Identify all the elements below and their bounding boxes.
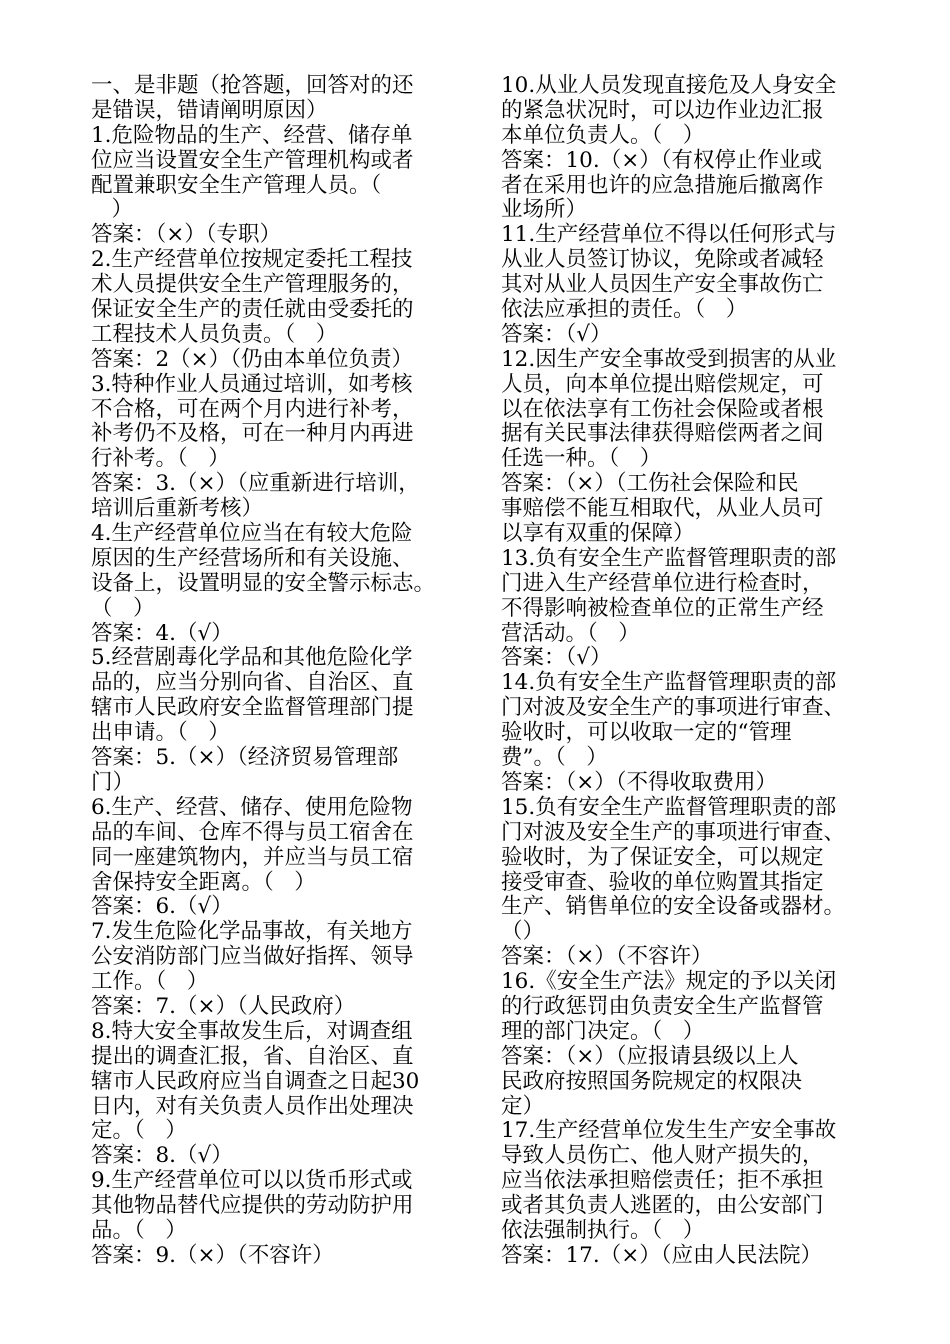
text-line: 人员，向本单位提出赔偿规定，可 (501, 371, 824, 397)
text-line: 设备上，设置明显的安全警示标志。 (91, 570, 436, 596)
text-line: 业场所） (501, 197, 588, 223)
text-line: 原因的生产经营场所和有关设施、 (91, 545, 414, 571)
text-line: 本单位负责人。（ ） (501, 122, 705, 148)
text-line: 从业人员签订协议，免除或者减轻 (501, 247, 824, 273)
text-line: 11.生产经营单位不得以任何形式与 (501, 222, 837, 248)
text-line: 保证安全生产的责任就由受委托的 (91, 297, 414, 323)
text-line: 据有关民事法律获得赔偿两者之间 (501, 421, 824, 447)
text-line: 答案：9.（×）（不容许） (91, 1242, 334, 1268)
text-line: 者在采用也许的应急措施后撤离作 (501, 172, 824, 198)
text-line: 品的车间、仓库不得与员工宿舍在 (91, 819, 414, 845)
text-line: 答案：8.（√） (91, 1143, 233, 1169)
text-line: 5.经营剧毒化学品和其他危险化学 (91, 645, 413, 671)
text-line: 验收时，为了保证安全，可以规定 (501, 844, 824, 870)
text-line: 理的部门决定。（ ） (501, 1018, 705, 1044)
text-line: 答案：（×）（专职） (91, 222, 282, 248)
text-line: 定） (501, 1093, 545, 1119)
text-line: 费”。（ ） (501, 745, 608, 771)
text-line: 以享有双重的保障） (501, 521, 695, 547)
text-line: 答案：17.（×）（应由人民法院） (501, 1242, 822, 1268)
text-line: 答案：（√） (501, 321, 612, 347)
text-line: 答案：（×）（应报请县级以上人 (501, 1043, 799, 1069)
text-line: 辖市人民政府应当自调查之日起30 (91, 1068, 420, 1094)
text-line: 其他物品替代应提供的劳动防护用 (91, 1193, 414, 1219)
text-line: 辖市人民政府安全监督管理部门提 (91, 695, 414, 721)
text-line: （） (501, 919, 545, 945)
text-line: 答案：（×）（工伤社会保险和民 (501, 471, 799, 497)
text-line: 配置兼职安全生产管理人员。（ (91, 172, 382, 198)
text-line: 答案：10.（×）（有权停止作业或 (501, 147, 822, 173)
text-line: 2.生产经营单位按规定委托工程技 (91, 247, 413, 273)
text-line: 是错误，错请阐明原因） (91, 97, 328, 123)
text-line: 7.发生危险化学品事故，有关地方 (91, 919, 413, 945)
text-line: 门对波及安全生产的事项进行审查、 (501, 819, 846, 845)
text-line: 门对波及安全生产的事项进行审查、 (501, 695, 846, 721)
text-line: 不合格，可在两个月内进行补考， (91, 396, 414, 422)
text-line: 同一座建筑物内，并应当与员工宿 (91, 844, 414, 870)
text-line: 品。（ ） (91, 1217, 187, 1243)
text-line: 工程技术人员负责。（ ） (91, 321, 338, 347)
text-line: 的行政惩罚由负责安全生产监督管 (501, 993, 824, 1019)
text-line: 的紧急状况时，可以边作业边汇报 (501, 97, 824, 123)
text-line: 定。（ ） (91, 1118, 187, 1144)
text-line: 1.危险物品的生产、经营、储存单 (91, 122, 413, 148)
text-line: 出申请。（ ） (91, 720, 230, 746)
text-line: 舍保持安全距离。（ ） (91, 869, 316, 895)
text-line: 民政府按照国务院规定的权限决 (501, 1068, 803, 1094)
text-line: 答案：（×）（不得收取费用） (501, 769, 778, 795)
text-line: 17.生产经营单位发生生产安全事故 (501, 1118, 837, 1144)
text-line: 16.《安全生产法》规定的予以关闭 (501, 969, 837, 995)
text-line: 门进入生产经营单位进行检查时， (501, 570, 824, 596)
text-line: 答案：7.（×）（人民政府） (91, 993, 356, 1019)
text-line: 营活动。（ ） (501, 620, 640, 646)
text-line: 依法强制执行。（ ） (501, 1217, 705, 1243)
text-line: 行补考。（ ） (91, 446, 230, 472)
text-line: 位应当设置安全生产管理机构或者 (91, 147, 414, 173)
text-line: 公安消防部门应当做好指挥、领导 (91, 944, 414, 970)
text-line: 答案：（×）（不容许） (501, 944, 713, 970)
text-line: 10.从业人员发现直接危及人身安全 (501, 73, 837, 98)
text-line: 应当依法承担赔偿责任；拒不承担 (501, 1168, 824, 1194)
text-line: 培训后重新考核） (91, 496, 264, 522)
text-line: 12.因生产安全事故受到损害的从业 (501, 346, 837, 372)
text-line: 4.生产经营单位应当在有较大危险 (91, 521, 413, 547)
text-line: 生产、销售单位的安全设备或器材。 (501, 894, 846, 920)
text-line: 答案：3.（×）（应重新进行培训， (91, 471, 420, 497)
text-line: 导致人员伤亡、他人财产损失的， (501, 1143, 824, 1169)
text-line: 接受审查、验收的单位购置其指定 (501, 869, 824, 895)
text-line: 答案：（√） (501, 645, 612, 671)
text-line: 工作。（ ） (91, 969, 209, 995)
text-line: 补考仍不及格，可在一种月内再进 (91, 421, 414, 447)
text-line: 3.特种作业人员通过培训，如考核 (91, 371, 413, 397)
text-line: 答案：4.（√） (91, 620, 233, 646)
text-line: 答案：2（×）（仍由本单位负责） (91, 346, 413, 372)
text-line: 6.生产、经营、储存、使用危险物 (91, 794, 413, 820)
text-line: 或者其负责人逃匿的，由公安部门 (501, 1193, 824, 1219)
text-line: 任选一种。（ ） (501, 446, 662, 472)
text-line: 一、是非题（抢答题，回答对的还 (91, 73, 414, 98)
text-line: 答案：5.（×）（经济贸易管理部 (91, 745, 399, 771)
left-column (91, 74, 463, 1269)
text-line: 8.特大安全事故发生后，对调查组 (91, 1018, 413, 1044)
text-line: 9.生产经营单位可以以货币形式或 (91, 1168, 413, 1194)
right-column (501, 74, 879, 1269)
text-line: 术人员提供安全生产管理服务的， (91, 272, 414, 298)
text-line: 门） (91, 769, 135, 795)
text-line: 以在依法享有工伤社会保险或者根 (501, 396, 824, 422)
text-line: 品的，应当分别向省、自治区、直 (91, 670, 414, 696)
text-line: ） (91, 197, 134, 223)
text-line: （ ） (91, 595, 155, 621)
text-line: 验收时，可以收取一定的“管理 (501, 720, 792, 746)
text-line: 依法应承担的责任。（ ） (501, 297, 748, 323)
text-line: 提出的调查汇报，省、自治区、直 (91, 1043, 414, 1069)
text-line: 15.负有安全生产监督管理职责的部 (501, 794, 837, 820)
text-line: 答案：6.（√） (91, 894, 233, 920)
text-line: 其对从业人员因生产安全事故伤亡 (501, 272, 824, 298)
text-line: 事赔偿不能互相取代，从业人员可 (501, 496, 824, 522)
text-line: 13.负有安全生产监督管理职责的部 (501, 545, 837, 571)
text-line: 14.负有安全生产监督管理职责的部 (501, 670, 837, 696)
text-line: 日内，对有关负责人员作出处理决 (91, 1093, 414, 1119)
text-line: 不得影响被检查单位的正常生产经 (501, 595, 824, 621)
